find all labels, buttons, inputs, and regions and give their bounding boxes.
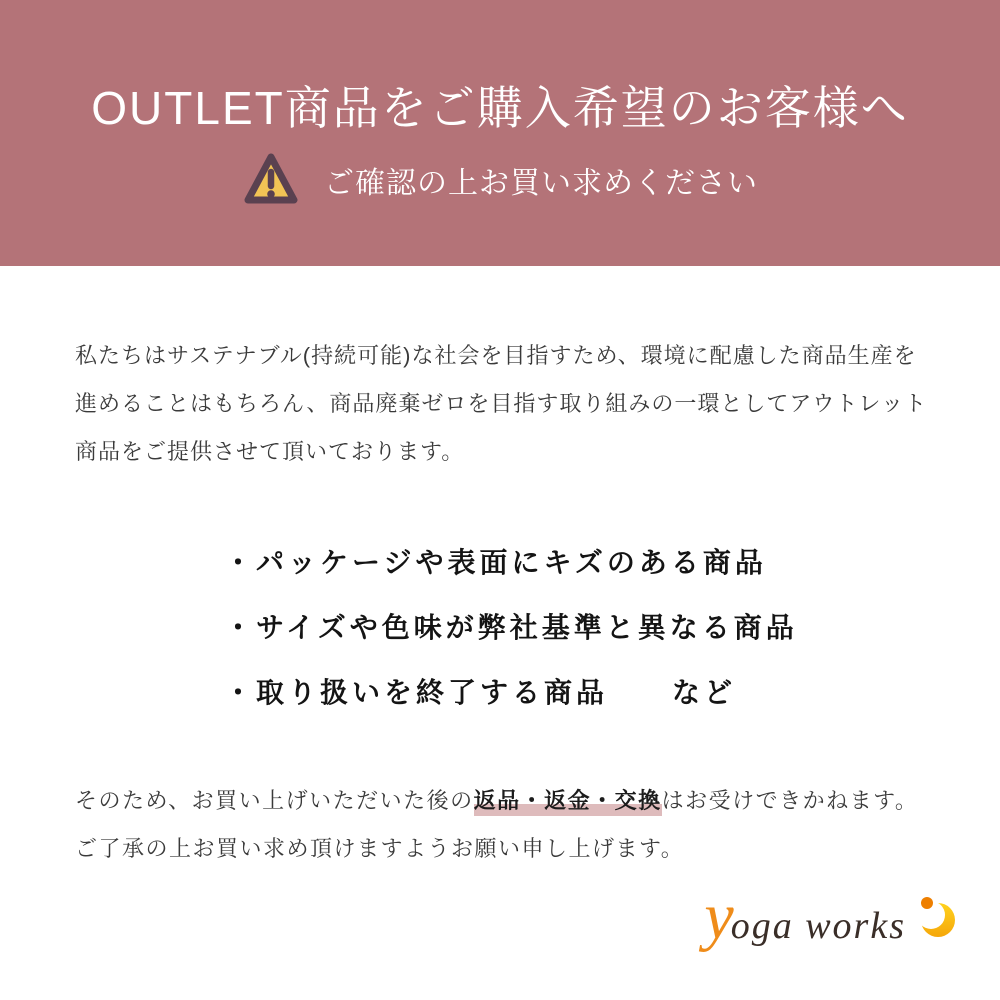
page-title: OUTLET商品をご購入希望のお客様へ — [91, 82, 909, 134]
list-item: ・サイズや色味が弊社基準と異なる商品 — [224, 612, 798, 643]
banner-subtitle: ご確認の上お買い求めください — [324, 167, 758, 200]
yoga-works-logo — [704, 880, 958, 953]
intro-line-3: 商品をご提供させて頂いております。 — [75, 439, 465, 464]
logo-wordmark: oga works — [730, 905, 906, 947]
notice-line-1-suffix: はお受けできかねます。 — [661, 788, 919, 813]
list-item: ・取り扱いを終了する商品 など — [224, 677, 737, 708]
banner — [0, 0, 1000, 266]
refund-highlight-text: 返品・返金・交換 — [474, 788, 662, 816]
intro-line-1: 私たちはサステナブル(持続可能)な社会を目指すため、環境に配慮した商品生産を — [75, 343, 917, 368]
warning-triangle-icon — [242, 148, 300, 212]
notice-paragraph — [75, 777, 918, 873]
notice-line-1 — [75, 777, 918, 825]
banner-subtitle-row — [0, 148, 1000, 212]
intro-line-2: 進めることはもちろん、商品廃棄ゼロを目指す取り組みの一環としてアウトレット — [75, 391, 928, 416]
notice-line-1-prefix: そのため、お買い上げいただいた後の — [75, 788, 474, 813]
notice-line-2: ご了承の上お買い求め頂けますようお願い申し上げます。 — [75, 836, 685, 861]
crescent-moon-icon — [914, 894, 958, 940]
list-item: ・パッケージや表面にキズのある商品 — [224, 547, 767, 578]
intro-paragraph — [75, 332, 927, 476]
logo-initial-y: y — [704, 880, 734, 953]
outlet-item-list — [224, 530, 798, 725]
